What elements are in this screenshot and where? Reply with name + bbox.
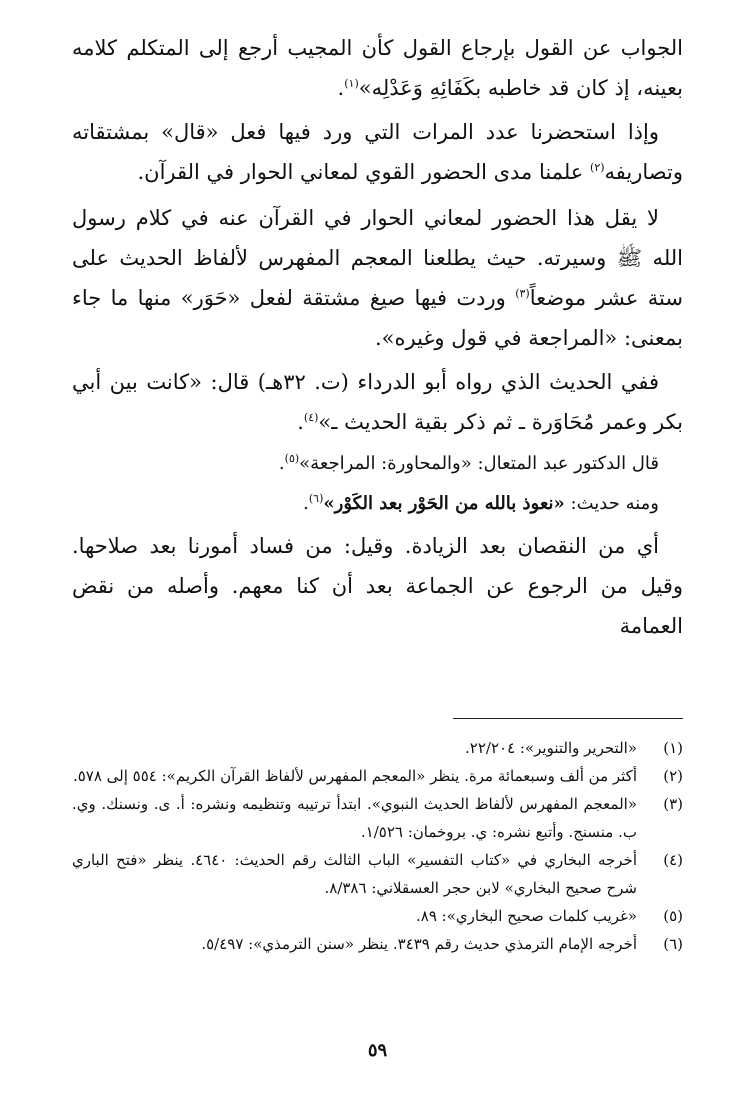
- paragraph-2-text-b: علمنا مدى الحضور القوي لمعاني الحوار في القرآن.: [137, 160, 591, 184]
- footnote-text: «المعجم المفهرس لألفاظ الحديث النبوي». ابتدأ ترتيبه وتنظيمه ونشره: أ. ى. ونسنك. وي. ب. منسنج. وأتبع نشره: ي. بروخمان: ١/٥٢٦.: [72, 795, 637, 841]
- footnote-number: (٥): [663, 907, 683, 925]
- paragraph-4-text: ففي الحديث الذي رواه أبو الدرداء (ت. ٣٢هـ) قال: «كانت بين أبي بكر وعمر مُحَاوَرة ـ ثم ذكر بقية الحديث ـ»: [72, 370, 683, 434]
- footnote-ref-5[interactable]: (٥): [284, 452, 300, 465]
- footnote-number: (٦): [663, 935, 683, 953]
- footnote-6: [72, 930, 683, 958]
- paragraph-1-tail: .: [337, 76, 345, 100]
- paragraph-1-text: الجواب عن القول بإرجاع القول كأن المجيب أرجع إلى المتكلم كلامه بعينه، إذ كان قد خاطبه بكَفَائِهِ وَعَدْلِه»: [72, 36, 683, 100]
- footnotes: [72, 734, 683, 958]
- paragraph-4-tail: .: [297, 410, 304, 434]
- footnote-ref-1[interactable]: (١): [344, 77, 359, 90]
- footnote-number: (١): [663, 739, 683, 757]
- footnote-ref-2[interactable]: (٢): [590, 161, 605, 174]
- footnote-2: [72, 762, 683, 790]
- footnote-text: أكثر من ألف وسبعمائة مرة. ينظر «المعجم المفهرس لألفاظ القرآن الكريم»: ٥٥٤ إلى ٥٧٨.: [72, 767, 637, 785]
- paragraph-4: [72, 362, 683, 442]
- footnote-text: أخرجه الإمام الترمذي حديث رقم ٣٤٣٩. ينظر «سنن الترمذي»: ٥/٤٩٧.: [201, 935, 637, 953]
- paragraph-6: [72, 486, 683, 522]
- footnote-5: [72, 902, 683, 930]
- page-number: ٥٩: [367, 1040, 388, 1061]
- paragraph-6-lead: ومنه حديث:: [564, 493, 659, 514]
- paragraph-7-text: أي من النقصان بعد الزيادة. وقيل: من فساد أمورنا بعد صلاحها. وقيل من الرجوع عن الجماعة بعد أن كنا معهم. وأصله من نقض العمامة: [72, 534, 683, 638]
- paragraph-3-text-b: وردت فيها صيغ مشتقة لفعل «حَوَر» منها ما جاء بمعنى: «المراجعة في قول وغيره».: [72, 286, 683, 350]
- footnote-number: (٢): [663, 767, 683, 785]
- footnote-divider: [453, 718, 683, 719]
- paragraph-1: [72, 28, 683, 108]
- footnote-text: أخرجه البخاري في «كتاب التفسير» الباب الثالث رقم الحديث: ٤٦٤٠. ينظر «فتح الباري شرح صحيح البخاري» لابن حجر العسقلاني: ٨/٣٨٦.: [72, 851, 637, 897]
- footnote-text: «التحرير والتنوير»: ٢٢/٢٠٤.: [465, 739, 637, 757]
- paragraph-3: [72, 198, 683, 358]
- paragraph-5-tail: .: [278, 453, 285, 474]
- paragraph-5-text: قال الدكتور عبد المتعال: «والمحاورة: المراجعة»: [299, 453, 659, 474]
- paragraph-5: [72, 446, 683, 482]
- hadith-quote: «نعوذ بالله من الحَوْر بعد الكَوْر»: [323, 493, 565, 514]
- paragraph-3-text-a: لا يقل هذا الحضور لمعاني الحوار في القرآن عنه في كلام رسول الله ﷺ وسيرته. حيث يطلعنا المعجم المفهرس لألفاظ الحديث على ستة عشر موضعاً: [72, 206, 683, 310]
- footnote-number: (٤): [663, 851, 683, 869]
- footnote-number: (٣): [663, 795, 683, 813]
- footnote-ref-3[interactable]: (٣): [515, 287, 530, 300]
- footnote-3: [72, 790, 683, 846]
- footnote-ref-6[interactable]: (٦): [308, 492, 324, 505]
- paragraph-2: [72, 112, 683, 192]
- footnote-ref-4[interactable]: (٤): [303, 411, 319, 424]
- main-text: [72, 28, 683, 646]
- footnote-4: [72, 846, 683, 902]
- paragraph-2-text-a: وإذا استحضرنا عدد المرات التي ورد فيها فعل «قال» بمشتقاته وتصاريفه: [72, 120, 683, 184]
- footnote-text: «غريب كلمات صحيح البخاري»: ٨٩.: [415, 907, 637, 925]
- paragraph-6-tail: .: [303, 493, 309, 514]
- paragraph-7: [72, 526, 683, 646]
- page: [72, 28, 683, 1105]
- footnote-1: [72, 734, 683, 762]
